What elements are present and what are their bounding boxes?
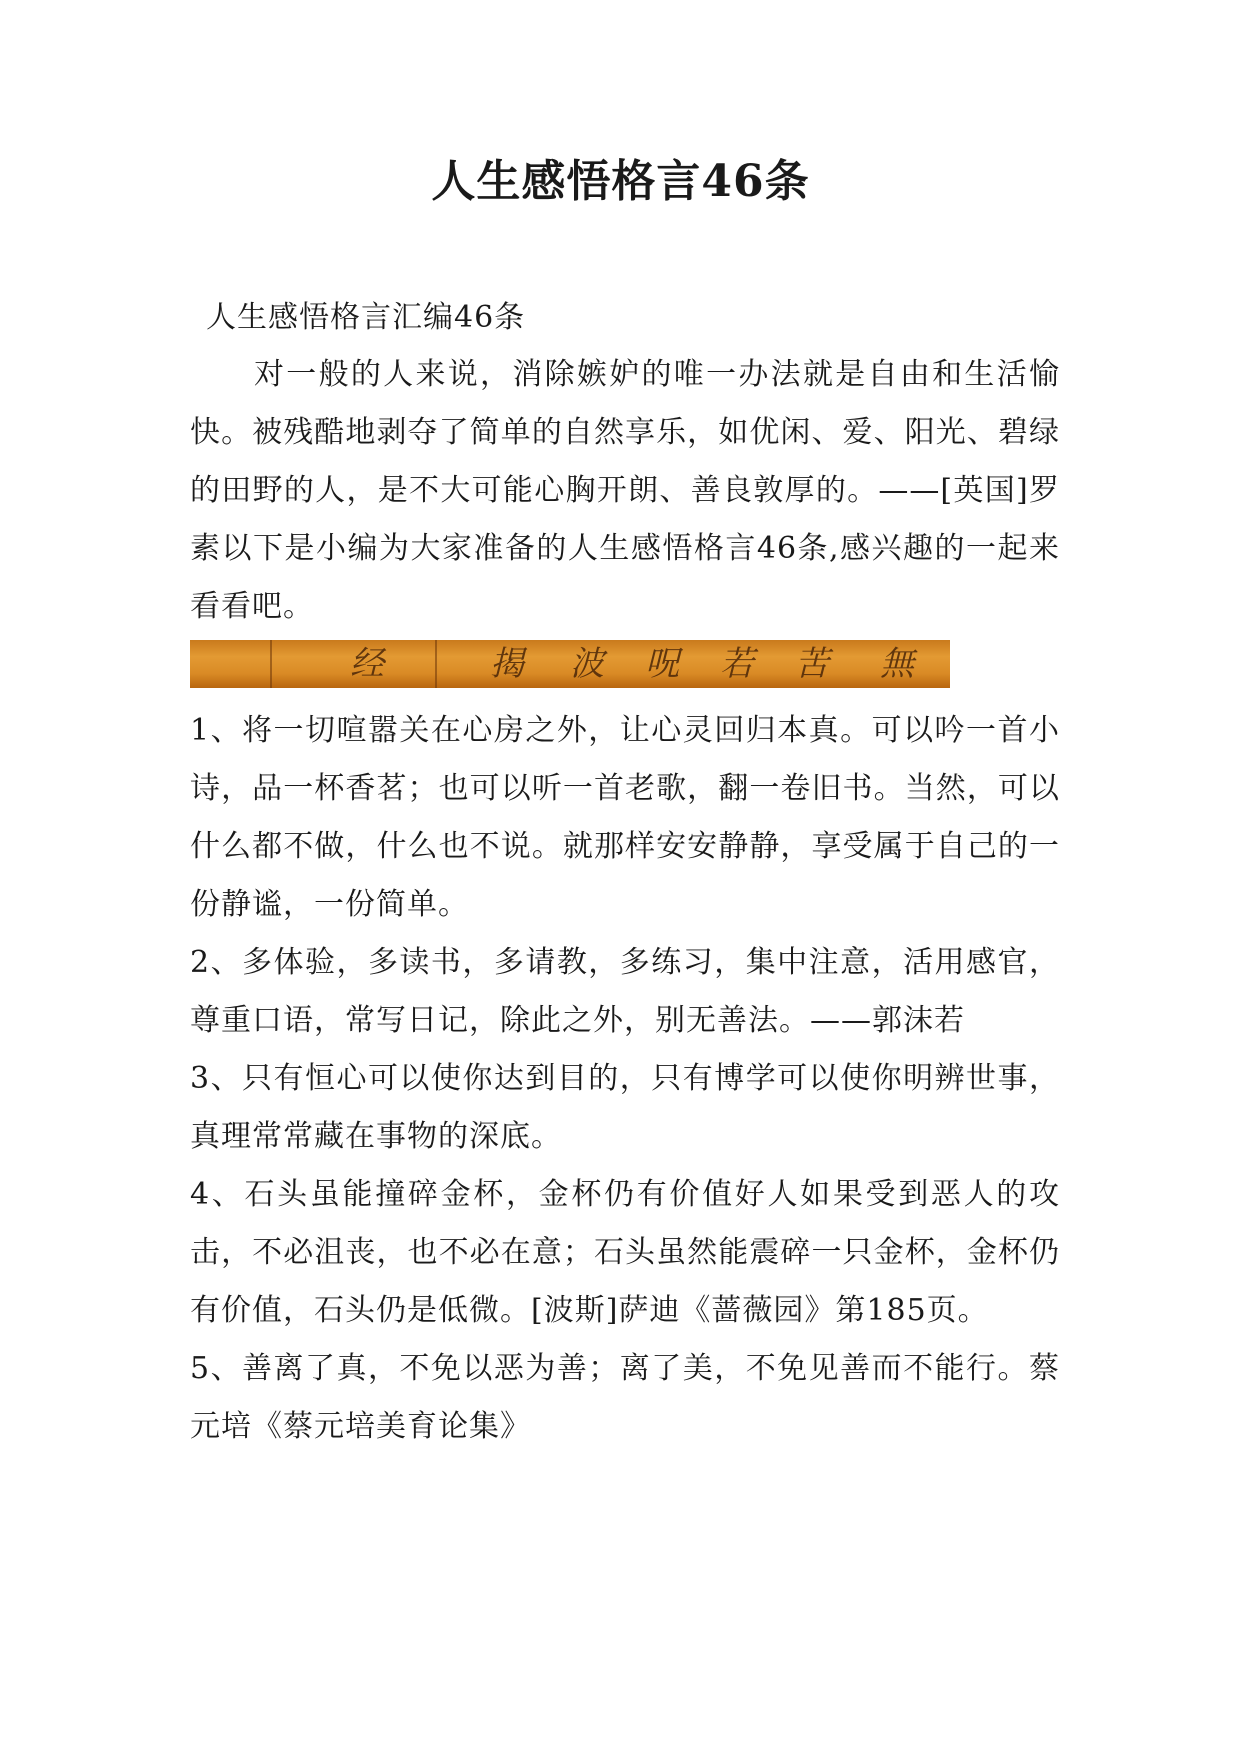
banner-divider bbox=[435, 640, 437, 688]
banner-char: 無 bbox=[880, 644, 914, 684]
list-item: 1、将一切喧嚣关在心房之外，让心灵回归本真。可以吟一首小诗，品一杯香茗；也可以听一首老歌，翻一卷旧书。当然，可以什么都不做，什么也不说。就那样安安静静，享受属于自己的一份静谧，一份简单。 bbox=[190, 713, 1060, 922]
document-title: 人生感悟格言46条 bbox=[431, 156, 810, 207]
banner-divider bbox=[270, 640, 272, 688]
intro-paragraph: 对一般的人来说，消除嫉妒的唯一办法就是自由和生活愉快。被残酷地剥夺了简单的自然享乐，如优闲、爱、阳光、碧绿的田野的人，是不大可能心胸开朗、善良敦厚的。——[英国]罗素以下是小编为大家准备的人生感悟格言46条,感兴趣的一起来看看吧。 bbox=[190, 357, 1060, 624]
banner-char: 波 bbox=[570, 644, 604, 684]
document-subtitle: 人生感悟格言汇编46条 bbox=[206, 300, 526, 335]
banner-char: 揭 bbox=[490, 644, 524, 684]
calligraphy-banner-image bbox=[190, 640, 950, 688]
banner-char: 经 bbox=[350, 644, 384, 684]
list-item: 2、多体验，多读书，多请教，多练习，集中注意，活用感官，尊重口语，常写日记，除此之外，别无善法。——郭沫若 bbox=[190, 945, 1060, 1038]
list-item: 5、善离了真，不免以恶为善；离了美，不免见善而不能行。蔡元培《蔡元培美育论集》 bbox=[190, 1351, 1060, 1444]
banner-char: 若 bbox=[720, 644, 754, 684]
list-item: 3、只有恒心可以使你达到目的，只有博学可以使你明辨世事，真理常常藏在事物的深底。 bbox=[190, 1061, 1060, 1154]
banner-char: 苦 bbox=[795, 644, 829, 684]
list-item: 4、石头虽能撞碎金杯，金杯仍有价值好人如果受到恶人的攻击，不必沮丧，也不必在意；石头虽然能震碎一只金杯，金杯仍有价值，石头仍是低微。[波斯]萨迪《蔷薇园》第185页。 bbox=[190, 1177, 1060, 1328]
document-body bbox=[190, 290, 1060, 1456]
banner-char: 呪 bbox=[645, 644, 679, 684]
